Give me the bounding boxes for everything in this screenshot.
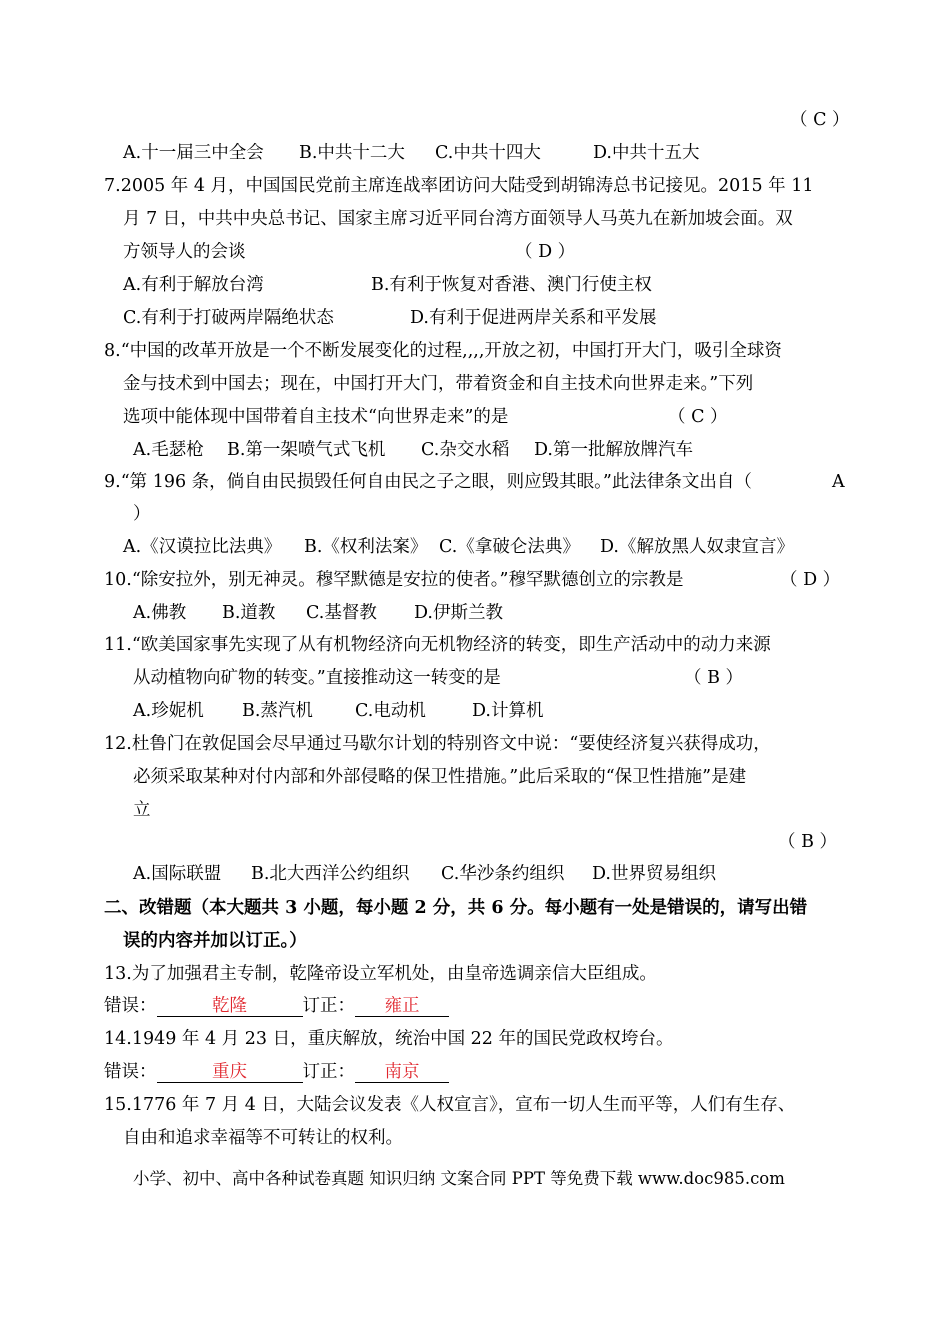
q8-option-a: A.毛瑟枪 xyxy=(133,440,204,460)
q12-line3: 立 xyxy=(133,800,151,820)
q12-line2: 必须采取某种对付内部和外部侵略的保卫性措施。”此后采取的“保卫性措施”是建 xyxy=(133,767,747,787)
q12-line1: 12.杜鲁门在敦促国会尽早通过马歇尔计划的特别咨文中说：“要使经济复兴获得成功， xyxy=(104,734,771,754)
q14-error-label: 错误： xyxy=(104,1062,157,1082)
q12-option-a: A.国际联盟 xyxy=(133,864,222,884)
q14-text: 14.1949 年 4 月 23 日，重庆解放，统治中国 22 年的国民党政权垮台。 xyxy=(104,1029,674,1049)
q13-error-label: 错误： xyxy=(104,996,157,1016)
q13-text: 13.为了加强君主专制，乾隆帝设立军机处，由皇帝选调亲信大臣组成。 xyxy=(104,964,657,984)
q8-option-b: B.第一架喷气式飞机 xyxy=(227,440,386,460)
q8-option-d: D.第一批解放牌汽车 xyxy=(534,440,693,460)
q14-fix-label: 订正： xyxy=(302,1062,355,1082)
q11-option-b: B.蒸汽机 xyxy=(242,701,313,721)
q13-fix-label: 订正： xyxy=(302,996,355,1016)
q8-options xyxy=(133,438,693,462)
q9-options xyxy=(123,535,794,559)
q10-option-b: B.道教 xyxy=(222,603,276,623)
q10-answer: （ D ） xyxy=(780,570,841,590)
q9-option-a: A.《汉谟拉比法典》 xyxy=(123,537,282,557)
q13-correction-row xyxy=(104,994,449,1018)
q6-option-a: A.十一届三中全会 xyxy=(123,143,264,163)
q7-option-d: D.有利于促进两岸关系和平发展 xyxy=(410,308,657,328)
q10-options xyxy=(133,601,503,625)
q8-answer: （ C ） xyxy=(668,407,728,427)
q8-line1: 8.“中国的改革开放是一个不断发展变化的过程,,,,开放之初，中国打开大门，吸引全球资 xyxy=(104,341,782,361)
q7-line2: 月 7 日，中共中央总书记、国家主席习近平同台湾方面领导人马英九在新加坡会面。双 xyxy=(123,209,793,229)
section2-heading-line2: 误的内容并加以订正。） xyxy=(123,931,307,951)
q10-line1: 10.“除安拉外，别无神灵。穆罕默德是安拉的使者。”穆罕默德创立的宗教是 xyxy=(104,570,684,590)
q15-line1: 15.1776 年 7 月 4 日，大陆会议发表《人权宣言》，宣布一切人生而平等，人们有生存、 xyxy=(104,1095,796,1115)
q13-error-value: 乾隆 xyxy=(157,996,303,1017)
q7-answer: （ D ） xyxy=(515,242,576,262)
q14-error-value: 重庆 xyxy=(157,1062,303,1083)
q11-option-d: D.计算机 xyxy=(472,701,544,721)
q11-answer: （ B ） xyxy=(684,668,743,688)
q7-line3: 方领导人的会谈 xyxy=(123,242,246,262)
section2-heading-line1: 二、改错题（本大题共 3 小题，每小题 2 分，共 6 分。每小题有一处是错误的，请写出错 xyxy=(104,898,808,918)
q11-option-a: A.珍妮机 xyxy=(133,701,204,721)
q11-option-c: C.电动机 xyxy=(355,701,426,721)
q12-option-b: B.北大西洋公约组织 xyxy=(251,864,410,884)
q10-option-a: A.佛教 xyxy=(133,603,187,623)
q14-fix-value: 南京 xyxy=(355,1062,449,1083)
q6-option-c: C.中共十四大 xyxy=(435,143,541,163)
q6-option-b: B.中共十二大 xyxy=(299,143,405,163)
q11-options xyxy=(133,699,543,723)
q11-line1: 11.“欧美国家事先实现了从有机物经济向无机物经济的转变，即生产活动中的动力来源 xyxy=(104,635,771,655)
q9-option-c: C.《拿破仑法典》 xyxy=(439,537,580,557)
q9-option-d: D.《解放黑人奴隶宣言》 xyxy=(600,537,794,557)
footer-text: 小学、初中、高中各种试卷真题 知识归纳 文案合同 PPT 等免费下载 www.doc985.com xyxy=(133,1169,785,1188)
q12-option-c: C.华沙条约组织 xyxy=(441,864,565,884)
q9-line1: 9.“第 196 条，倘自由民损毁任何自由民之子之眼，则应毁其眼。”此法律条文出自（ xyxy=(104,472,752,492)
q6-option-d: D.中共十五大 xyxy=(593,143,700,163)
q13-fix-value: 雍正 xyxy=(355,996,449,1017)
q6-answer: （ C ） xyxy=(790,110,850,130)
q9-option-b: B.《权利法案》 xyxy=(304,537,428,557)
q9-answer: A xyxy=(832,472,845,492)
q12-options xyxy=(133,862,716,886)
q8-line3: 选项中能体现中国带着自主技术“向世界走来”的是 xyxy=(123,407,509,427)
q12-option-d: D.世界贸易组织 xyxy=(592,864,716,884)
q15-line2: 自由和追求幸福等不可转让的权利。 xyxy=(123,1128,403,1148)
q7-option-a: A.有利于解放台湾 xyxy=(123,275,264,295)
q10-option-c: C.基督教 xyxy=(306,603,377,623)
q11-line2: 从动植物向矿物的转变。”直接推动这一转变的是 xyxy=(133,668,501,688)
q7-line1: 7.2005 年 4 月，中国国民党前主席连战率团访问大陆受到胡锦涛总书记接见。2015 年 11 xyxy=(104,176,814,196)
q7-options-row1 xyxy=(123,273,652,297)
q10-option-d: D.伊斯兰教 xyxy=(414,603,503,623)
q8-line2: 金与技术到中国去；现在，中国打开大门，带着资金和自主技术向世界走来。”下列 xyxy=(123,374,754,394)
q6-options xyxy=(123,141,699,165)
q7-option-b: B.有利于恢复对香港、澳门行使主权 xyxy=(371,275,652,295)
q14-correction-row xyxy=(104,1060,449,1084)
q9-line2: ） xyxy=(133,504,151,524)
q7-options-row2 xyxy=(123,306,656,330)
q8-option-c: C.杂交水稻 xyxy=(421,440,510,460)
q12-answer: （ B ） xyxy=(778,832,837,852)
q7-option-c: C.有利于打破两岸隔绝状态 xyxy=(123,308,334,328)
